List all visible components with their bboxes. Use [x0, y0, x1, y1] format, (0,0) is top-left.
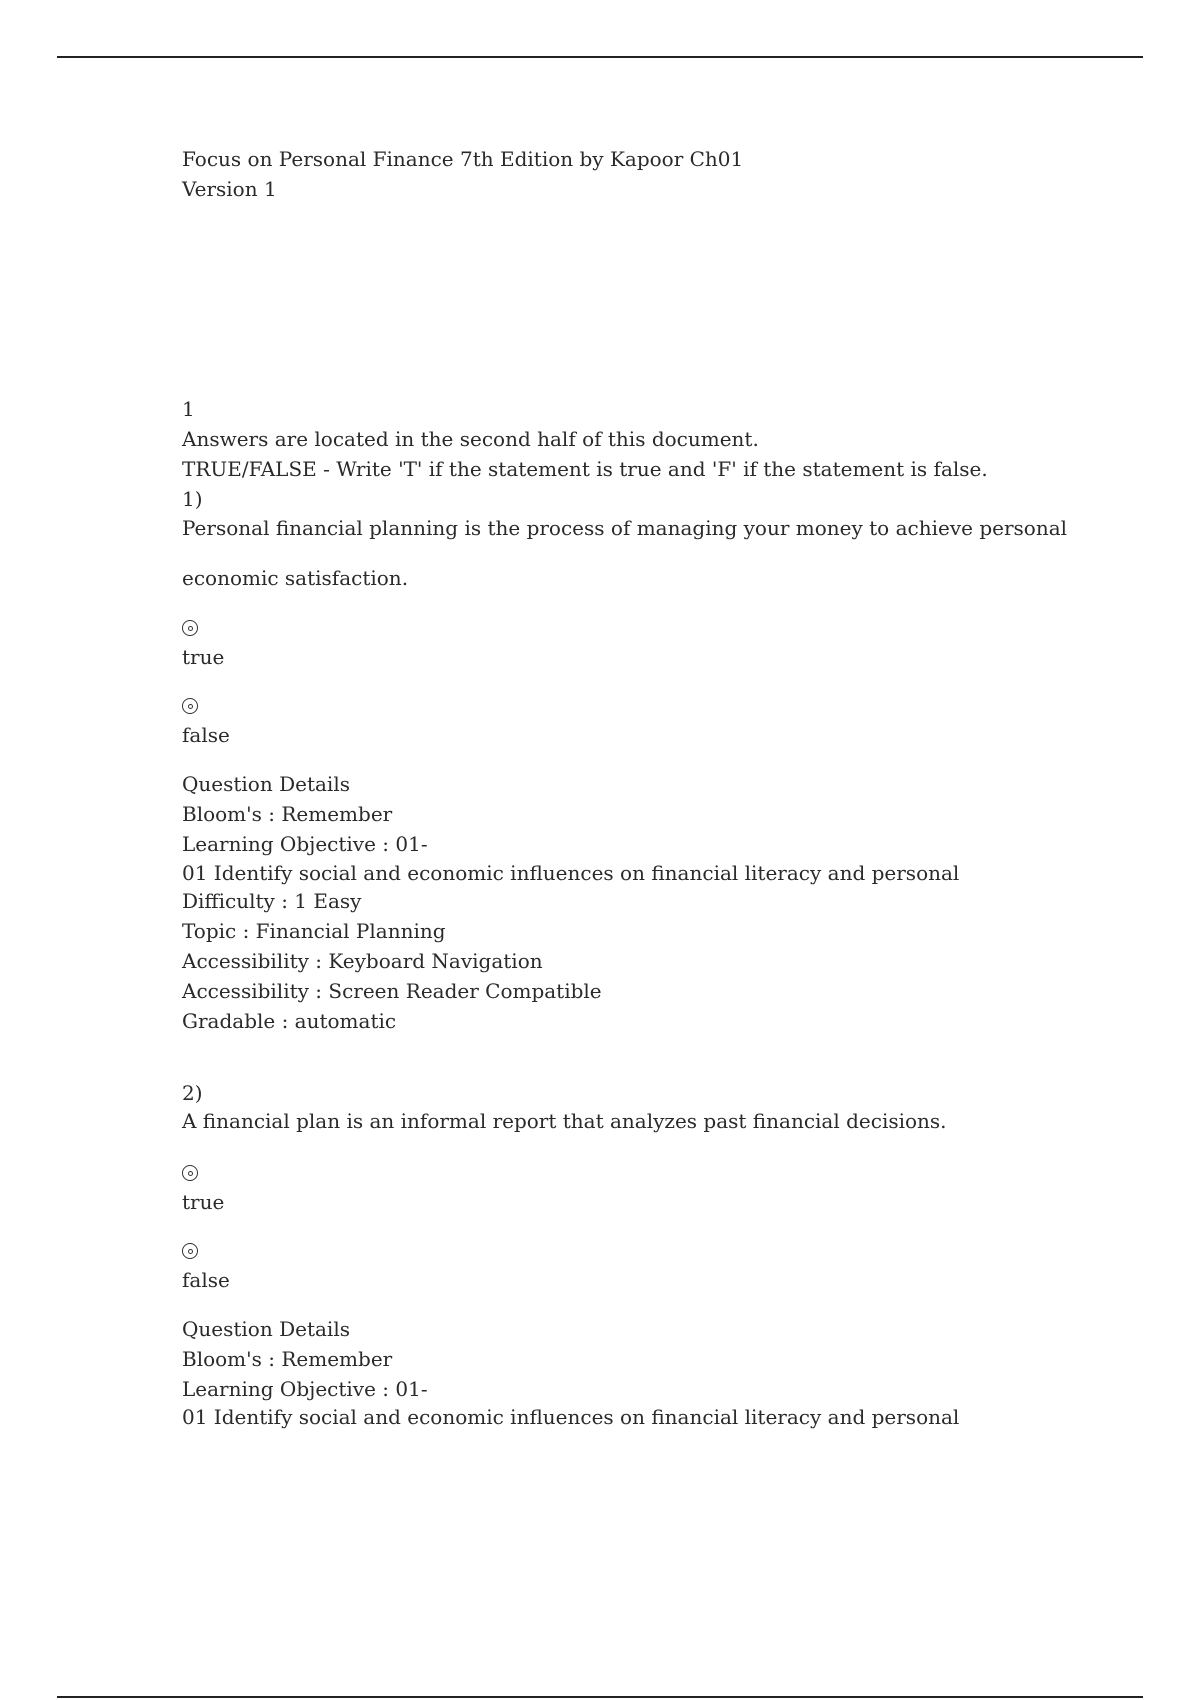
document-title: Focus on Personal Finance 7th Edition by Kapoor Ch01: [182, 147, 744, 171]
question-2-number: 2): [182, 1081, 203, 1105]
question-1-number: 1): [182, 487, 203, 511]
bottom-rule: [57, 1696, 1143, 1698]
page-number: 1: [182, 397, 195, 421]
question-1-text-line2: economic satisfaction.: [182, 566, 409, 590]
question-2-detail-objective-text: 01 Identify social and economic influences on financial literacy and personal: [182, 1405, 960, 1429]
question-2-detail-objective: Learning Objective : 01-: [182, 1377, 428, 1401]
question-1-detail-accessibility-screen-reader: Accessibility : Screen Reader Compatible: [182, 979, 602, 1003]
question-1-radio-false[interactable]: [182, 698, 198, 714]
question-2-option-true: true: [182, 1190, 225, 1214]
question-2-text-line1: A financial plan is an informal report that analyzes past financial decisions.: [182, 1109, 947, 1133]
question-1-detail-accessibility-keyboard: Accessibility : Keyboard Navigation: [182, 949, 543, 973]
question-1-detail-blooms: Bloom's : Remember: [182, 802, 393, 826]
question-2-radio-true[interactable]: [182, 1165, 198, 1181]
question-1-option-true: true: [182, 645, 225, 669]
question-1-detail-gradable: Gradable : automatic: [182, 1009, 397, 1033]
question-1-detail-difficulty: Difficulty : 1 Easy: [182, 889, 362, 913]
answers-note: Answers are located in the second half of this document.: [182, 427, 759, 451]
document-version: Version 1: [182, 177, 277, 201]
question-1-detail-objective-text: 01 Identify social and economic influences on financial literacy and personal: [182, 861, 960, 885]
question-1-details-heading: Question Details: [182, 772, 350, 796]
question-2-detail-blooms: Bloom's : Remember: [182, 1347, 393, 1371]
question-2-details-heading: Question Details: [182, 1317, 350, 1341]
question-1-option-false: false: [182, 723, 230, 747]
question-1-detail-objective: Learning Objective : 01-: [182, 832, 428, 856]
instructions: TRUE/FALSE - Write 'T' if the statement is true and 'F' if the statement is false.: [182, 457, 988, 481]
question-2-radio-false[interactable]: [182, 1243, 198, 1259]
question-1-detail-topic: Topic : Financial Planning: [182, 919, 446, 943]
question-1-radio-true[interactable]: [182, 620, 198, 636]
question-2-option-false: false: [182, 1268, 230, 1292]
question-1-text-line1: Personal financial planning is the process of managing your money to achieve personal: [182, 516, 1068, 540]
top-rule: [57, 56, 1143, 58]
